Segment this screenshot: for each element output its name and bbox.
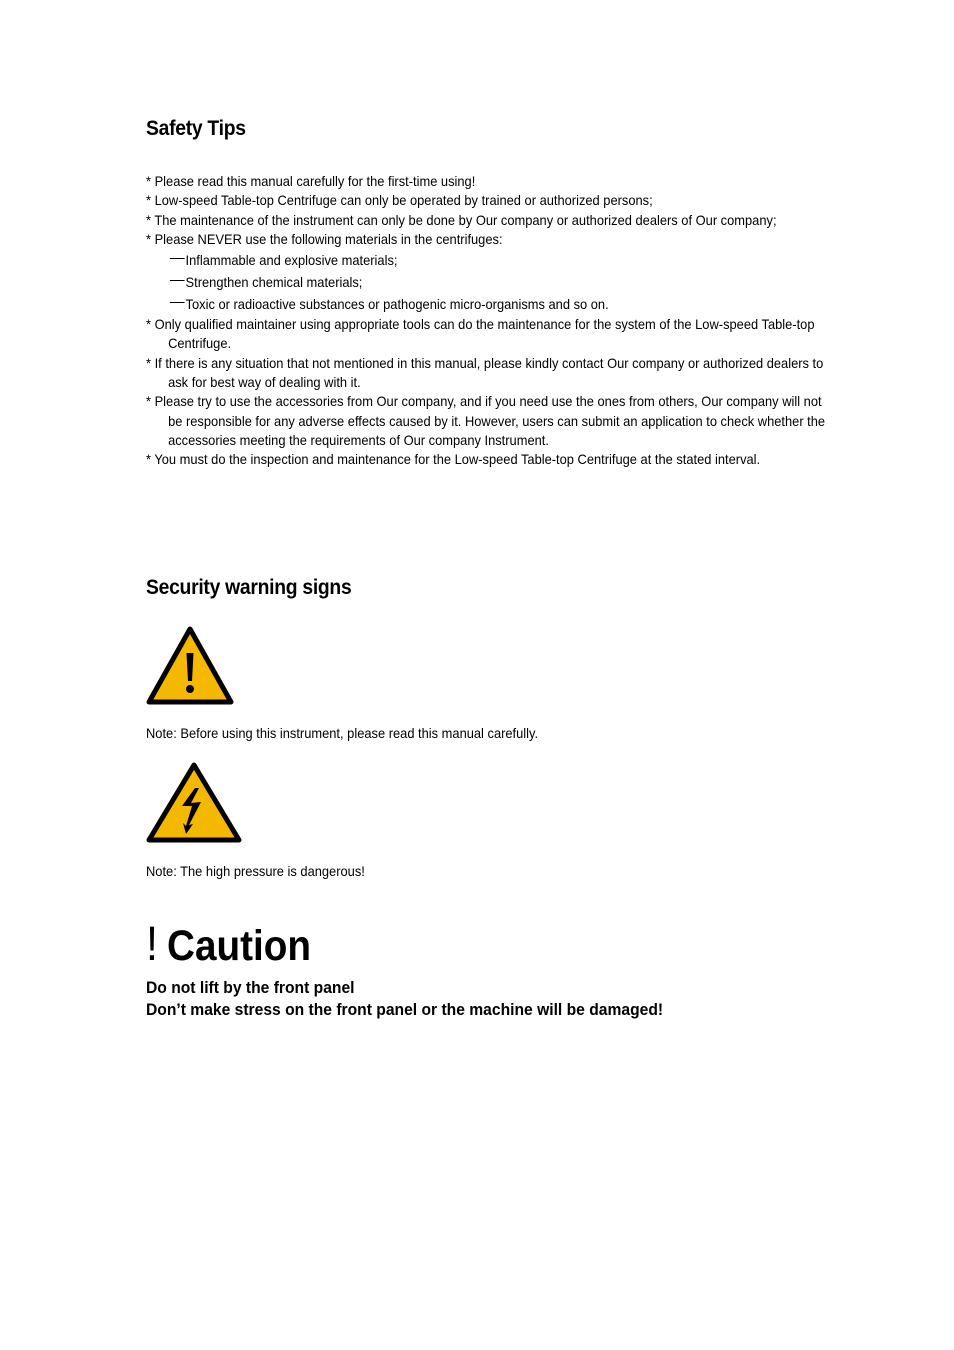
exclamation-icon: ! [146,918,159,971]
tip-item: * Only qualified maintainer using appropriate tools can do the maintenance for the system of the Low-speed Table-top Centrifuge. [146,316,815,352]
material-item: Strengthen chemical materials; [146,271,772,293]
dash-icon [170,280,185,281]
caution-line-2: Don’t make stress on the front panel or the machine will be damaged! [146,1000,664,1019]
tip-item: * If there is any situation that not mentioned in this manual, please kindly contact Our company or authorized dealers to ask for best way of dealing with it. [146,354,824,391]
high-voltage-note: Note: The high pressure is dangerous! [146,863,365,879]
material-item: Inflammable and explosive materials; [146,249,772,271]
tip-item: * Please NEVER use the following materials in the centrifuges: [146,230,503,247]
tip-item: * Please read this manual carefully for the first-time using! [146,173,476,189]
caution-title: ! Caution [146,918,312,971]
material-item: Toxic or radioactive substances or pathogenic micro-organisms and so on. [146,293,772,315]
dash-icon [170,258,185,259]
tip-item: * Please try to use the accessories from Our company, and if you need use the ones from others, Our company will not be responsible for any adverse effects caused by it. However, users can submit an application to check whether the accessories meeting the requirements of Our company Instrument. [146,393,826,448]
general-warning-note: Note: Before using this instrument, please read this manual carefully. [146,725,539,741]
safety-tips-heading: Safety Tips [146,117,246,140]
tip-item: * You must do the inspection and maintenance for the Low-speed Table-top Centrifuge at the stated interval. [146,451,761,468]
tip-item: * The maintenance of the instrument can only be done by Our company or authorized dealers of Our company; [146,211,777,228]
dash-icon [170,302,185,303]
general-warning-icon [146,626,234,706]
safety-tips-list [146,172,826,470]
tip-item: * Low-speed Table-top Centrifuge can only be operated by trained or authorized persons; [146,192,653,209]
warning-signs-heading: Security warning signs [146,576,352,599]
high-voltage-icon [146,762,242,844]
caution-line-1: Do not lift by the front panel [146,978,355,997]
